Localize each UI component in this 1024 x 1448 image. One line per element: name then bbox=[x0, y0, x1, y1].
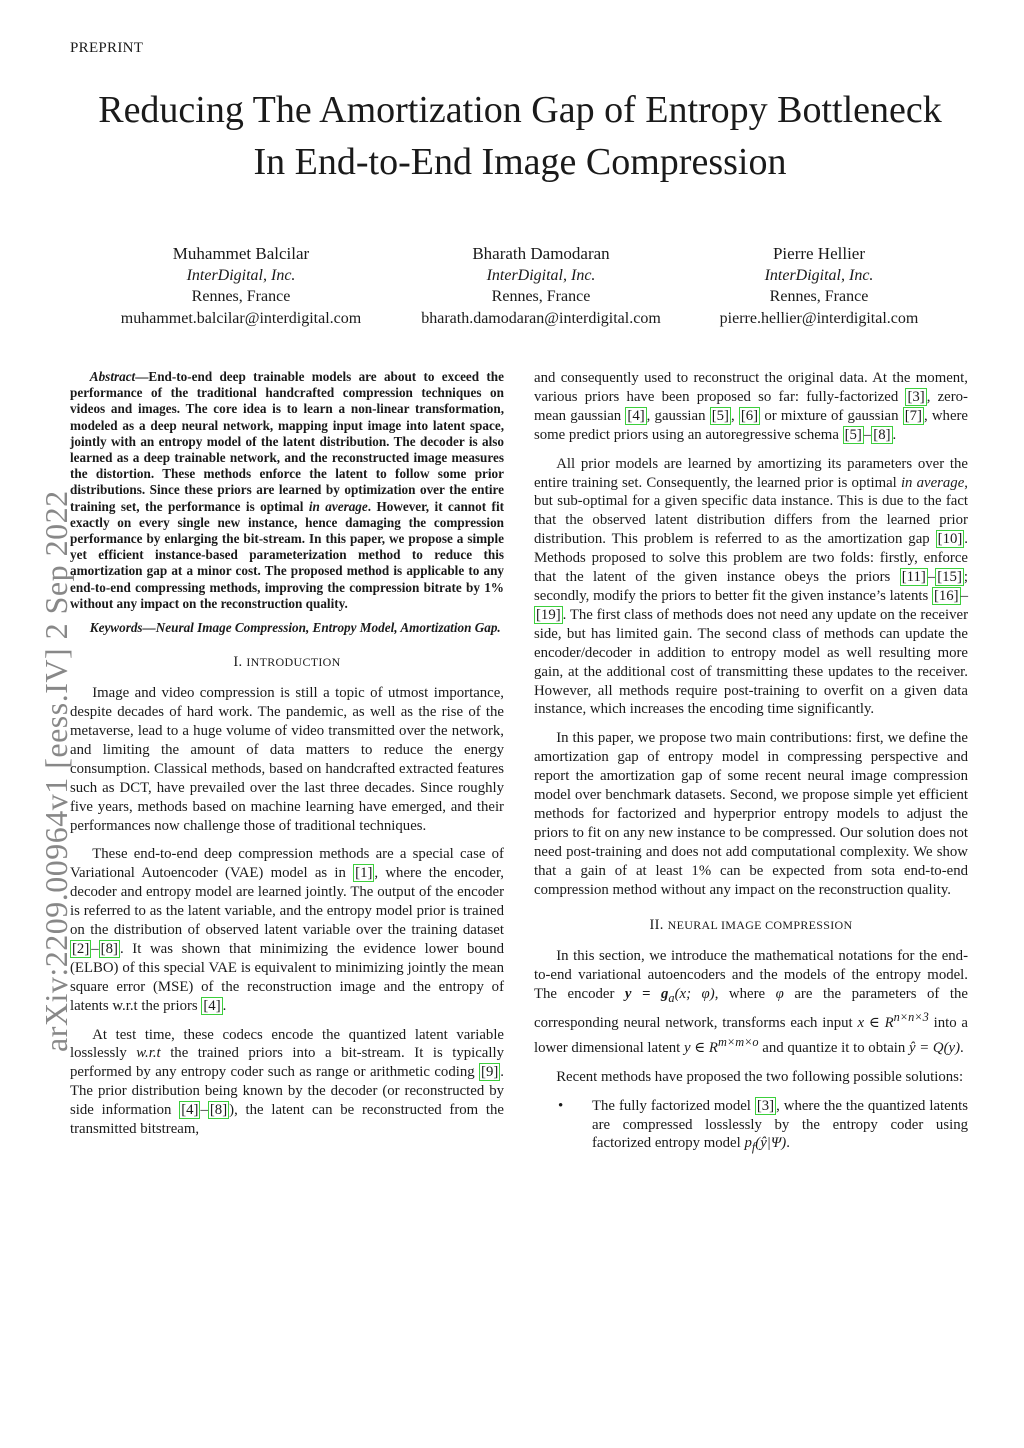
citation-link[interactable]: [7] bbox=[904, 407, 922, 424]
author-3 bbox=[669, 243, 969, 329]
author-email: pierre.hellier@interdigital.com bbox=[719, 309, 919, 327]
abstract-label: Abstract bbox=[89, 369, 136, 384]
author-1 bbox=[91, 243, 391, 329]
author-location: Rennes, France bbox=[491, 288, 591, 305]
right-column bbox=[534, 369, 968, 1157]
citation-link[interactable]: [3] bbox=[907, 388, 925, 405]
citation-link[interactable]: [5] bbox=[711, 407, 729, 424]
paragraph: Image and video compression is still a topic of utmost importance, despite decades of hard work. The pandemic, as well as the rise of the metaverse, lead to a huge volume of video transmitted over the network, and limiting the amount of data matters to reduce the energy consumption. Classical methods, based on handcrafted extracted features such as DCT, have prevailed over the last three decades. Since roughly five years, methods based on machine learning have emerged, and their performances now challenge those of traditional techniques. bbox=[70, 685, 504, 834]
math-expression: y ∈ R bbox=[684, 1039, 718, 1056]
math-expression: y = g bbox=[624, 986, 669, 1003]
keywords: Keywords—Neural Image Compression, Entropy Model, Amortization Gap. bbox=[89, 620, 501, 636]
citation-link[interactable]: [1] bbox=[355, 865, 373, 882]
author-name: Muhammet Balcilar bbox=[172, 244, 310, 263]
paragraph: These end-to-end deep compression methods are a special case of Variational Autoencoder (VAE) model as in [1] , where the encoder, decoder and entropy model are learned jointly. The output of the encoder is referred to as the latent variable, and the entropy model prior is trained on the distribution of observed latent variable over the training dataset [2] – [8] . It was shown that minimizing the evidence lower bound (ELBO) of this special VAE is equivalent to minimizing jointly the mean square error (MSE) of the reconstruction image and the entropy of latents w.r.t the priors [4] . bbox=[70, 846, 504, 1014]
bullet-item: • The fully factorized model [3] , where the the quantized latents are compressed losslessly by the entropy coder using factorized entropy model $p_f(ŷ|\Psi)$. bbox=[534, 1097, 968, 1158]
citation-link[interactable]: [4] bbox=[203, 997, 221, 1014]
paragraph: At test time, these codecs encode the quantized latent variable losslessly w.r.t the trained priors into a bit-stream. It is typically performed by any entropy coder such as range or arithmetic coding [9] . The prior distribution being known by the decoder (or reconstructed by side information [4] – [8] ), the latent can be reconstructed from the transmitted bitstream, bbox=[70, 1026, 504, 1138]
author-2 bbox=[391, 243, 691, 329]
citation-link[interactable]: [19] bbox=[536, 606, 561, 623]
author-name: Bharath Damodaran bbox=[472, 244, 610, 263]
author-location: Rennes, France bbox=[769, 288, 869, 305]
citation-link[interactable]: [16] bbox=[933, 587, 959, 604]
author-name: Pierre Hellier bbox=[772, 244, 866, 263]
section-heading-introduction: I. INTRODUCTION bbox=[233, 654, 341, 671]
author-affiliation: InterDigital, Inc. bbox=[486, 266, 596, 284]
math-expression: x ∈ R bbox=[857, 1014, 894, 1031]
citation-link[interactable]: [6] bbox=[740, 407, 759, 424]
author-email: muhammet.balcilar@interdigital.com bbox=[120, 309, 362, 327]
arxiv-stamp: arXiv:2209.00964v1 [eess.IV] 2 Sep 2022 bbox=[38, 490, 74, 1052]
abstract: Abstract—End-to-end deep trainable models are about to exceed the performance of the traditional handcrafted compression techniques on videos and images. The core idea is to learn a non-linear transformation, modeled as a deep neural network, mapping input image into latent space, jointly with an entropy model of the latent distribution. The decoder is also learned as a deep trainable network, and the reconstructed image measures the distortion. These methods enforce the latent to follow some prior distributions. Since these priors are learned by optimization over the entire training set, the performance is optimal in average. However, it cannot fit exactly on every single new instance, hence damaging the compression performance by enlarging the bit-stream. In this paper, we propose a simple yet efficient instance-based parameterization method to reduce this amortization gap at a minor cost. The proposed method is applicable to any end-to-end compressing methods, improving the compression bitrate by 1% without any impact on the reconstruction quality. bbox=[70, 369, 505, 611]
paper-title: Reducing The Amortization Gap of Entropy Bottleneck In End-to-End Image Compression bbox=[98, 89, 942, 183]
author-affiliation: InterDigital, Inc. bbox=[764, 266, 874, 284]
citation-link[interactable]: [5] bbox=[844, 426, 862, 443]
paragraph: and consequently used to reconstruct the original data. At the moment, various priors have been proposed so far: fully-factorized [3] , zero-mean gaussian [4] , gaussian [5] , [6] or mixture of gaussian [7] , where some predict priors using an autoregressive schema [5] – [8] . bbox=[534, 370, 969, 443]
section-heading-neural-image-compression: II. NEURAL IMAGE COMPRESSION bbox=[649, 917, 853, 934]
citation-link[interactable]: [11] bbox=[901, 569, 926, 586]
citation-link[interactable]: [4] bbox=[181, 1102, 199, 1119]
math-expression: ŷ = Q(y) bbox=[908, 1039, 961, 1056]
citation-link[interactable]: [2] bbox=[72, 940, 90, 957]
citation-link[interactable]: [3] bbox=[756, 1097, 775, 1114]
citation-link[interactable]: [8] bbox=[873, 426, 891, 443]
author-location: Rennes, France bbox=[191, 288, 291, 305]
preprint-label: PREPRINT bbox=[70, 40, 144, 56]
paragraph: In this paper, we propose two main contributions: first, we define the amortization gap of entropy model in compressing perspective and report the amortization gap of some recent neural image compression model over benchmark datasets. Second, we propose simple yet efficient methods for factorized and hyperprior entropy models to adjust the priors to fit on any new instance to be compressed. Our solution does not need post-training and does not add computational complexity. We show that a gain of at least 1% can be expected from sota end-to-end compression method without any impact on the reconstruction quality. bbox=[534, 730, 968, 898]
citation-link[interactable]: [15] bbox=[937, 569, 962, 586]
citation-link[interactable]: [8] bbox=[209, 1102, 228, 1119]
left-column bbox=[70, 369, 504, 1149]
paragraph: Recent methods have proposed the two following possible solutions: bbox=[556, 1068, 964, 1085]
citation-link[interactable]: [8] bbox=[100, 940, 118, 957]
citation-link[interactable]: [9] bbox=[481, 1064, 499, 1081]
paragraph: In this section, we introduce the mathematical notations for the end-to-end variational autoencoders and the models of the entropy model. The encoder $y = g_a(x$; φ), where φ are the parameters of the corresponding neural network, transforms each input x ∈ $R^{n\times n\times 3}$ into a lower dimensional latent y ∈ $R^{m\times m\times o}$ and quantize it to obtain ŷ = Q(y). bbox=[534, 948, 968, 1056]
paragraph: All prior models are learned by amortizing its parameters over the entire training set. Consequently, the learned prior is optimal in average, but sub-optimal for a given specific data instance. This is due to the fact that the observed latent distribution differs from the learned prior distribution. This problem is referred to as the amortization gap [10] . Methods proposed to solve this problem are two folds: firstly, enforce that the latent of the given instance obeys the priors [11] – [15] ; secondly, modify the priors to better fit the given instance’s latents [16] –[19] . The first class of methods does not need any update on the receiver side, but has limited gain. The second class of methods can update the encoder/decoder in addition to entropy model as well resulting more gain, at the additional cost of transmitting these updates to the receiver. However, all methods require post-training to overfit on a given data instance, which increases the encoding time significantly. bbox=[534, 455, 968, 718]
citation-link[interactable]: [10] bbox=[937, 531, 963, 548]
author-affiliation: InterDigital, Inc. bbox=[186, 266, 296, 284]
citation-link[interactable]: [4] bbox=[627, 407, 645, 424]
author-email: bharath.damodaran@interdigital.com bbox=[421, 309, 661, 327]
